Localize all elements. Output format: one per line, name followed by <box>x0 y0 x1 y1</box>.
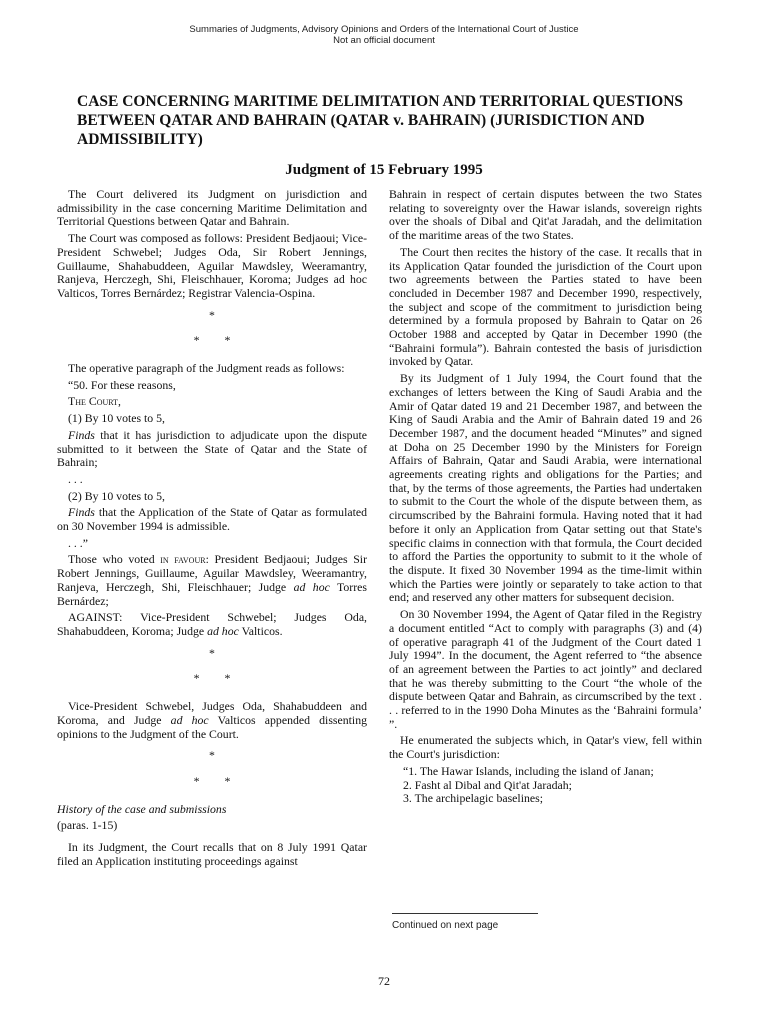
paragraph <box>57 611 367 638</box>
paragraph: The Court delivered its Judgment on jurisdiction and admissibility in the case concerning Maritime Delimitation and Territorial Questions between Qatar and Bahrain. <box>57 187 367 229</box>
text-run: Valticos. <box>238 623 283 638</box>
ad-hoc-label: ad hoc <box>170 712 209 727</box>
list-item: 3. The archipelagic baselines; <box>403 791 543 806</box>
paragraph: Bahrain in respect of certain disputes between the two States relating to sovereignty over the Hawar islands, sovereign rights over the shoals of Dibal and Qit'at Jaradah, and the delimitation of the maritime areas of the two States. <box>389 187 702 243</box>
text-run: Vice-President Schwebel, Judges Oda, Shahabuddeen and Koroma, and Judge <box>57 699 367 727</box>
ad-hoc-label: ad hoc <box>293 579 330 594</box>
text-run: Torres Bernárdez; <box>57 579 367 608</box>
paragraph: (1) By 10 votes to 5, <box>68 411 165 426</box>
paragraph: “50. For these reasons, <box>68 377 176 392</box>
running-header <box>0 24 768 46</box>
paragraph: In its Judgment, the Court recalls that on 8 July 1991 Qatar filed an Application instituting proceedings against <box>57 840 367 868</box>
ellipsis: . . . <box>68 471 83 486</box>
list-item: 2. Fasht al Dibal and Qit'at Jaradah; <box>403 777 572 792</box>
paragraph: He enumerated the subjects which, in Qatar's view, fell within the Court's jurisdiction: <box>389 733 702 762</box>
asterism-top: * <box>209 307 215 322</box>
finds-label: Finds <box>68 505 95 520</box>
header-line-1: Summaries of Judgments, Advisory Opinions and Orders of the International Court of Justice <box>189 24 579 35</box>
paragraph <box>57 553 367 608</box>
asterism-bottom: * * <box>193 333 231 348</box>
asterism-bottom: * * <box>193 671 231 686</box>
ad-hoc-label: ad hoc <box>207 623 239 638</box>
section-paras: (paras. 1-15) <box>57 818 118 833</box>
section-heading: History of the case and submissions <box>57 801 227 816</box>
paragraph <box>57 429 367 470</box>
paragraph: On 30 November 1994, the Agent of Qatar filed in the Registry a document entitled “Act to comply with paragraphs (3) and (4) of operative paragraph 41 of the Judgment of the Court dated 1 July 1994”. In the document, the Agent referred to “the absence of an agreement between the Parties to act jointly” and declared that he was thereby submitting to the Court “the whole of the dispute between Qatar and Bahrain, as circumscribed by the text . . . referred to in the 1990 Doha Minutes as the ‘Bahraini formula’ ”. <box>389 607 702 731</box>
paragraph: The Court then recites the history of the case. It recalls that in its Application Qatar founded the jurisdiction of the Court upon two agreements between the Parties stated to have been concluded in December 1987 and December 1990, respectively, the subject and scope of the commitment to jurisdiction being determined by a formula proposed by Bahrain to Qatar on 26 October 1988 and accepted by Qatar in December 1990 (the “Bahraini formula”). Bahrain contested the basis of jurisdiction invoked by Qatar. <box>389 244 702 369</box>
header-line-2: Not an official document <box>333 35 435 46</box>
asterism-top: * <box>209 748 215 763</box>
paragraph: The Court was composed as follows: President Bedjaoui; Vice-President Schwebel; Judges Oda, Sir Robert Jennings, Guillaume, Shahabuddeen, Aguilar Mawdsley, Weeramantry, Ranjeva, Herczegh, Shi, Fleischhauer, Koroma; Judges ad hoc Valticos, Torres Bernárdez; Registrar Valencia-Ospina. <box>57 231 367 300</box>
footnote-rule <box>392 913 538 914</box>
page-number: 72 <box>378 974 390 988</box>
paragraph: By its Judgment of 1 July 1994, the Court found that the exchanges of letters between the King of Saudi Arabia and the Amir of Qatar dated 19 and 21 December 1987, and between the King of Saudi Arabia and the Amir of Bahrain dated 19 and 26 December 1987, and the document headed “Minutes” and signed at Doha on 25 December 1990 by the Ministers for Foreign Affairs of Bahrain, Qatar and Saudi Arabia, were international agreements creating rights and obligations for the Parties; and that, by the terms of those agreements, the Parties had undertaken to submit to the Court the whole of the dispute between them, as circumscribed by the Bahraini formula. Having noted that it had before it only an Application from Qatar setting out that State's specific claims in connection with that formula, the Court decided to afford the Parties the opportunity to submit to it the whole of the dispute. It fixed 30 November 1994 as the time-limit within which the Parties were jointly or separately to take action to that end; and reserved any other matters for subsequent decision. <box>389 371 702 605</box>
paragraph: The operative paragraph of the Judgment reads as follows: <box>68 361 345 376</box>
paragraph <box>57 395 367 409</box>
asterism-top: * <box>209 645 215 660</box>
text-run: AGAINST: Vice-President Schwebel; Judges Oda, Shahabuddeen, Koroma; Judge <box>57 610 367 638</box>
asterism-bottom: * * <box>193 773 231 788</box>
text-run: : President Bedjaoui; Judges Sir Robert Jennings, Guillaume, Aguilar Mawdsley, Weeramantry, Ranjeva, Herczegh, Shi, Fleischhauer; Judge <box>57 552 368 594</box>
ellipsis-quote: . . .” <box>68 535 88 550</box>
paragraph <box>57 506 367 533</box>
in-favour-label: in favour <box>160 552 206 567</box>
the-court-label: The Court, <box>68 394 121 409</box>
finds-label: Finds <box>68 427 95 442</box>
text-run: Those who voted <box>68 552 161 567</box>
judgment-date: Judgment of 15 February 1995 <box>285 162 483 178</box>
paragraph: (2) By 10 votes to 5, <box>68 488 165 503</box>
paragraph <box>57 700 367 741</box>
list-item: “1. The Hawar Islands, including the island of Janan; <box>403 763 654 778</box>
case-title: CASE CONCERNING MARITIME DELIMITATION AND TERRITORIAL QUESTIONS BETWEEN QATAR AND BAHRAIN (QATAR v. BAHRAIN) (JURISDICTION AND ADMISSIBILITY) <box>77 93 684 148</box>
left-column <box>57 188 367 871</box>
subject-list <box>389 765 702 806</box>
right-column <box>389 188 702 806</box>
finds-text: that the Application of the State of Qatar as formulated on 30 November 1994 is admissible. <box>57 505 367 534</box>
text-run: Valticos appended dissenting opinions to the Judgment of the Court. <box>57 712 368 741</box>
continued-note: Continued on next page <box>392 920 499 931</box>
finds-text: that it has jurisdiction to adjudicate upon the dispute submitted to it between the State of Qatar and the State of Bahrain; <box>57 427 367 470</box>
